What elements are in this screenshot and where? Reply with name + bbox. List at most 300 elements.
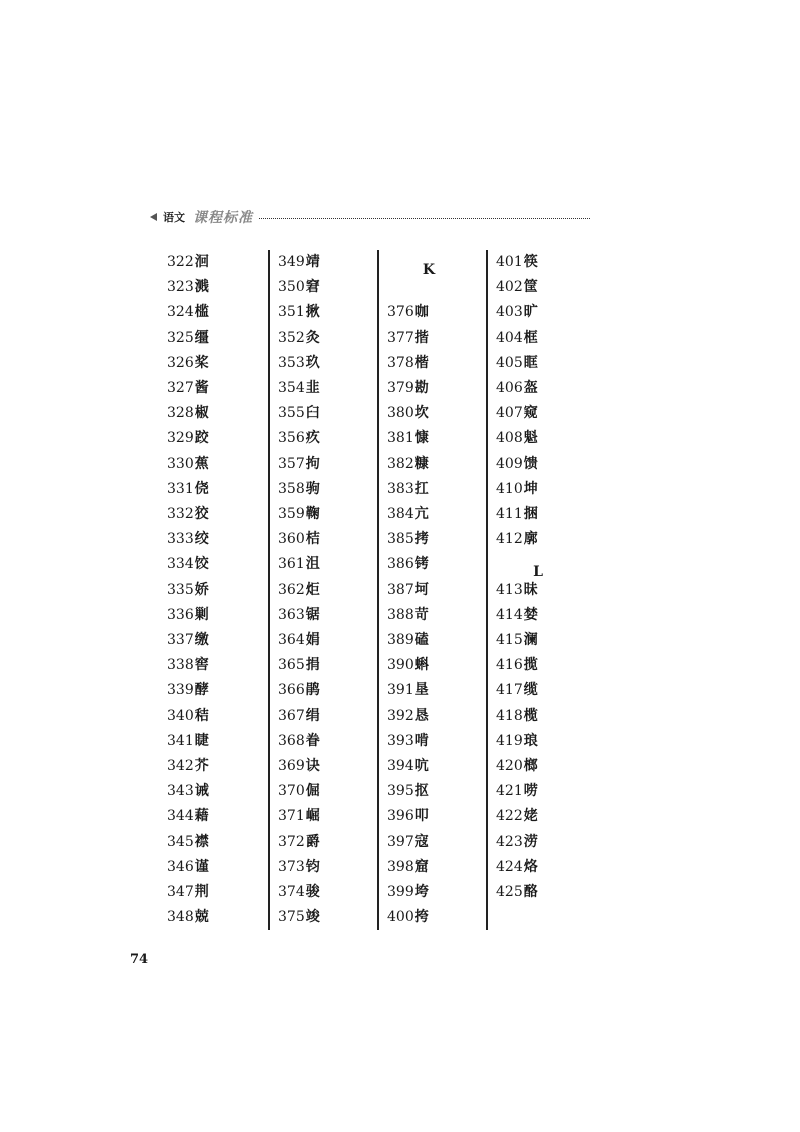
entry-character: 侥 <box>194 480 209 497</box>
entry-number: 402 <box>496 279 523 296</box>
entry-number: 404 <box>496 329 523 346</box>
character-entry <box>278 426 320 451</box>
character-entry <box>496 603 538 628</box>
entry-character: 寇 <box>414 833 429 850</box>
entry-number: 357 <box>278 455 305 472</box>
entry-character: 窖 <box>194 657 209 674</box>
entry-number: 328 <box>167 405 194 422</box>
entry-character: 娇 <box>194 581 209 598</box>
entry-number: 359 <box>278 506 305 522</box>
character-entry <box>496 754 538 779</box>
entry-character: 筷 <box>523 254 538 270</box>
character-entry <box>278 678 320 703</box>
character-entry <box>496 628 538 653</box>
entry-number: 424 <box>496 858 523 875</box>
entry-number: 335 <box>167 581 194 598</box>
entry-character: 缰 <box>194 329 209 346</box>
character-entry <box>496 426 538 451</box>
character-entry <box>167 754 209 779</box>
character-entry <box>387 401 429 426</box>
character-entry <box>278 578 320 603</box>
page-number: 74 <box>130 952 149 967</box>
character-entry <box>496 804 538 829</box>
entry-number: 376 <box>387 304 414 321</box>
character-entry <box>496 704 538 729</box>
entry-character: 秸 <box>194 707 209 724</box>
entry-character: 糠 <box>414 455 429 472</box>
entry-number: 352 <box>278 329 305 346</box>
character-entry <box>167 477 209 502</box>
character-entry <box>167 376 209 401</box>
entry-character: 眷 <box>305 732 320 749</box>
entry-character: 眶 <box>523 354 538 371</box>
entry-number: 389 <box>387 632 414 648</box>
entry-number: 332 <box>167 506 194 522</box>
entry-number: 405 <box>496 354 523 371</box>
character-entry <box>278 779 320 804</box>
entry-character: 唠 <box>523 783 538 800</box>
entry-number: 375 <box>278 909 305 926</box>
entry-character: 坷 <box>414 581 429 598</box>
entry-character: 扛 <box>414 480 429 497</box>
character-entry <box>387 300 429 325</box>
entry-number: 324 <box>167 304 194 321</box>
running-header <box>150 207 590 227</box>
entry-character: 锯 <box>305 606 320 623</box>
entry-character: 澜 <box>523 632 538 648</box>
entry-number: 380 <box>387 405 414 422</box>
entry-number: 338 <box>167 657 194 674</box>
entry-number: 344 <box>167 808 194 825</box>
entry-character: 爵 <box>305 833 320 850</box>
character-entry <box>278 704 320 729</box>
entry-number: 334 <box>167 556 194 573</box>
entry-character: 廓 <box>523 531 538 548</box>
character-entry <box>387 452 429 477</box>
entry-number: 364 <box>278 632 305 648</box>
entry-character: 盔 <box>523 380 538 396</box>
entry-number: 387 <box>387 581 414 598</box>
entry-number: 346 <box>167 858 194 875</box>
entry-character: 藉 <box>194 808 209 825</box>
entry-number: 416 <box>496 657 523 674</box>
entry-character: 拷 <box>414 531 429 548</box>
character-entry <box>278 603 320 628</box>
character-entry <box>278 804 320 829</box>
character-entry <box>278 653 320 678</box>
entry-character: 韭 <box>305 380 320 396</box>
entry-character: 勘 <box>414 380 429 396</box>
character-entry <box>278 477 320 502</box>
entry-character: 昧 <box>523 581 538 598</box>
entry-number: 420 <box>496 758 523 774</box>
character-column-3 <box>377 250 479 930</box>
entry-character: 咖 <box>414 304 429 321</box>
entry-number: 393 <box>387 732 414 749</box>
entry-character: 绞 <box>194 531 209 548</box>
entry-number: 407 <box>496 405 523 422</box>
character-entry <box>278 552 320 577</box>
entry-number: 343 <box>167 783 194 800</box>
character-entry <box>278 855 320 880</box>
entry-number: 358 <box>278 480 305 497</box>
character-entry <box>167 578 209 603</box>
entry-number: 418 <box>496 707 523 724</box>
character-entry <box>496 477 538 502</box>
entry-number: 331 <box>167 480 194 497</box>
entry-character: 坎 <box>414 405 429 422</box>
entry-character: 拘 <box>305 455 320 472</box>
character-entry <box>167 880 209 905</box>
character-entry <box>496 351 538 376</box>
character-entry <box>278 351 320 376</box>
entry-number: 408 <box>496 430 523 447</box>
entry-number: 340 <box>167 707 194 724</box>
entry-character: 酵 <box>194 682 209 699</box>
entry-number: 394 <box>387 758 414 774</box>
entry-character: 荆 <box>194 884 209 900</box>
entry-number: 423 <box>496 833 523 850</box>
character-entry <box>387 376 429 401</box>
character-entry <box>167 678 209 703</box>
character-entry <box>167 855 209 880</box>
entry-character: 酪 <box>523 884 538 900</box>
character-entry <box>167 426 209 451</box>
entry-character: 玖 <box>305 354 320 371</box>
entry-character: 捐 <box>305 657 320 674</box>
entry-character: 抠 <box>414 783 429 800</box>
character-entry <box>387 804 429 829</box>
character-entry <box>387 426 429 451</box>
entry-number: 381 <box>387 430 414 447</box>
entry-number: 349 <box>278 254 305 270</box>
character-entry <box>496 578 538 603</box>
entry-number: 374 <box>278 884 305 900</box>
entry-number: 385 <box>387 531 414 548</box>
entry-character: 旷 <box>523 304 538 321</box>
character-entry <box>387 603 429 628</box>
character-entry <box>387 704 429 729</box>
entry-number: 370 <box>278 783 305 800</box>
character-entry <box>278 326 320 351</box>
entry-character: 桔 <box>305 531 320 548</box>
entry-character: 钧 <box>305 858 320 875</box>
entry-character: 涝 <box>523 833 538 850</box>
entry-character: 捆 <box>523 506 538 522</box>
entry-character: 诀 <box>305 758 320 774</box>
entry-character: 榔 <box>523 758 538 774</box>
entry-character: 剿 <box>194 606 209 623</box>
character-entry <box>387 628 429 653</box>
entry-character: 啃 <box>414 732 429 749</box>
entry-character: 饺 <box>194 556 209 573</box>
character-entry <box>496 880 538 905</box>
character-entry <box>278 527 320 552</box>
entry-number: 411 <box>496 506 523 522</box>
entry-character: 恳 <box>414 707 429 724</box>
entry-number: 326 <box>167 354 194 371</box>
character-entry <box>387 905 429 930</box>
entry-character: 馈 <box>523 455 538 472</box>
character-entry <box>167 527 209 552</box>
character-entry <box>278 628 320 653</box>
entry-character: 炬 <box>305 581 320 598</box>
entry-character: 鹃 <box>305 682 320 699</box>
entry-number: 333 <box>167 531 194 548</box>
entry-character: 铐 <box>414 556 429 573</box>
character-entry <box>278 376 320 401</box>
header-series: 课程标准 <box>193 210 253 226</box>
entry-number: 367 <box>278 707 305 724</box>
character-entry <box>278 300 320 325</box>
entry-character: 琅 <box>523 732 538 749</box>
entry-number: 325 <box>167 329 194 346</box>
entry-character: 灸 <box>305 329 320 346</box>
entry-character: 垮 <box>414 884 429 900</box>
entry-number: 399 <box>387 884 414 900</box>
entry-character: 骏 <box>305 884 320 900</box>
entry-number: 425 <box>496 884 523 900</box>
entry-number: 421 <box>496 783 523 800</box>
entry-character: 驹 <box>305 480 320 497</box>
entry-number: 353 <box>278 354 305 371</box>
entry-character: 跤 <box>194 430 209 447</box>
entry-number: 336 <box>167 606 194 623</box>
entry-character: 楷 <box>414 354 429 371</box>
entry-character: 溅 <box>194 279 209 296</box>
character-column-1 <box>167 250 267 930</box>
character-entry <box>278 275 320 300</box>
entry-number: 363 <box>278 606 305 623</box>
character-entry <box>167 275 209 300</box>
entry-number: 337 <box>167 632 194 648</box>
entry-character: 倔 <box>305 783 320 800</box>
entry-character: 吭 <box>414 758 429 774</box>
entry-character: 椒 <box>194 405 209 422</box>
character-entry <box>278 502 320 527</box>
character-entry <box>387 527 429 552</box>
entry-number: 406 <box>496 380 523 396</box>
entry-number: 390 <box>387 657 414 674</box>
character-entry <box>496 452 538 477</box>
entry-number: 373 <box>278 858 305 875</box>
character-entry <box>387 552 429 577</box>
entry-character: 蝌 <box>414 657 429 674</box>
entry-number: 366 <box>278 682 305 699</box>
entry-character: 疚 <box>305 430 320 447</box>
character-column-4 <box>486 250 588 930</box>
character-entry <box>278 905 320 930</box>
character-entry <box>387 754 429 779</box>
character-entry <box>387 326 429 351</box>
character-entry <box>167 729 209 754</box>
entry-number: 400 <box>387 909 414 926</box>
entry-character: 揽 <box>523 657 538 674</box>
character-entry <box>278 452 320 477</box>
entry-number: 329 <box>167 430 194 447</box>
character-entry <box>496 300 538 325</box>
character-entry <box>167 603 209 628</box>
entry-character: 竣 <box>305 909 320 926</box>
entry-number: 414 <box>496 606 523 623</box>
entry-number: 422 <box>496 808 523 825</box>
entry-number: 339 <box>167 682 194 699</box>
entry-character: 婪 <box>523 606 538 623</box>
entry-character: 揪 <box>305 304 320 321</box>
entry-number: 378 <box>387 354 414 371</box>
entry-number: 342 <box>167 758 194 774</box>
character-entry <box>496 779 538 804</box>
entry-number: 347 <box>167 884 194 900</box>
character-entry <box>167 401 209 426</box>
character-entry <box>496 250 538 275</box>
entry-character: 沮 <box>305 556 320 573</box>
character-entry <box>496 326 538 351</box>
entry-character: 窥 <box>523 405 538 422</box>
entry-number: 401 <box>496 254 523 270</box>
entry-number: 384 <box>387 506 414 522</box>
entry-number: 371 <box>278 808 305 825</box>
entry-number: 365 <box>278 657 305 674</box>
character-entry <box>167 326 209 351</box>
entry-character: 洄 <box>194 254 209 270</box>
entry-number: 355 <box>278 405 305 422</box>
entry-number: 415 <box>496 632 523 648</box>
entry-number: 419 <box>496 732 523 749</box>
entry-character: 姥 <box>523 808 538 825</box>
entry-number: 386 <box>387 556 414 573</box>
entry-number: 327 <box>167 380 194 396</box>
character-entry <box>496 653 538 678</box>
character-entry <box>496 527 538 552</box>
entry-character: 烙 <box>523 858 538 875</box>
entry-character: 亢 <box>414 506 429 522</box>
entry-character: 筐 <box>523 279 538 296</box>
character-entry <box>387 729 429 754</box>
character-entry <box>167 300 209 325</box>
entry-number: 369 <box>278 758 305 774</box>
character-entry <box>496 275 538 300</box>
header-subject: 语文 <box>163 211 185 224</box>
entry-number: 341 <box>167 732 194 749</box>
header-dotted-rule <box>259 218 590 219</box>
entry-number: 388 <box>387 606 414 623</box>
entry-number: 396 <box>387 808 414 825</box>
character-entry <box>167 552 209 577</box>
entry-character: 谨 <box>194 858 209 875</box>
entry-character: 睫 <box>194 732 209 749</box>
entry-character: 崛 <box>305 808 320 825</box>
entry-character: 靖 <box>305 254 320 270</box>
entry-number: 362 <box>278 581 305 598</box>
entry-character: 坤 <box>523 480 538 497</box>
entry-character: 榄 <box>523 707 538 724</box>
entry-number: 323 <box>167 279 194 296</box>
character-entry <box>387 880 429 905</box>
character-entry <box>167 905 209 930</box>
entry-number: 379 <box>387 380 414 396</box>
character-entry <box>387 502 429 527</box>
entry-character: 臼 <box>305 405 320 422</box>
entry-character: 诫 <box>194 783 209 800</box>
entry-number: 356 <box>278 430 305 447</box>
character-entry <box>278 729 320 754</box>
entry-number: 345 <box>167 833 194 850</box>
entry-character: 芥 <box>194 758 209 774</box>
entry-character: 窘 <box>305 279 320 296</box>
character-entry <box>167 704 209 729</box>
entry-character: 鞠 <box>305 506 320 522</box>
character-entry <box>167 502 209 527</box>
entry-character: 窟 <box>414 858 429 875</box>
entry-number: 410 <box>496 480 523 497</box>
entry-number: 377 <box>387 329 414 346</box>
entry-number: 395 <box>387 783 414 800</box>
entry-number: 392 <box>387 707 414 724</box>
character-entry <box>496 678 538 703</box>
character-entry <box>387 653 429 678</box>
character-entry <box>167 628 209 653</box>
entry-character: 蕉 <box>194 455 209 472</box>
entry-character: 缴 <box>194 632 209 648</box>
entry-number: 351 <box>278 304 305 321</box>
entry-character: 绢 <box>305 707 320 724</box>
character-entry <box>278 754 320 779</box>
character-entry <box>387 855 429 880</box>
character-entry <box>496 401 538 426</box>
character-entry <box>167 653 209 678</box>
entry-number: 412 <box>496 531 523 548</box>
entry-number: 360 <box>278 531 305 548</box>
entry-number: 382 <box>387 455 414 472</box>
character-entry <box>387 477 429 502</box>
entry-number: 354 <box>278 380 305 396</box>
character-entry <box>387 351 429 376</box>
character-entry <box>278 830 320 855</box>
entry-number: 330 <box>167 455 194 472</box>
triangle-left-icon <box>150 213 157 221</box>
character-entry <box>167 804 209 829</box>
section-letter-l: L <box>533 564 543 581</box>
entry-character: 兢 <box>194 909 209 926</box>
character-entry <box>278 880 320 905</box>
entry-character: 框 <box>523 329 538 346</box>
character-entry <box>278 401 320 426</box>
entry-character: 缆 <box>523 682 538 699</box>
entry-character: 垦 <box>414 682 429 699</box>
character-entry <box>496 502 538 527</box>
entry-character: 苛 <box>414 606 429 623</box>
entry-number: 368 <box>278 732 305 749</box>
character-entry <box>387 578 429 603</box>
entry-character: 狡 <box>194 506 209 522</box>
entry-character: 魁 <box>523 430 538 447</box>
entry-number: 397 <box>387 833 414 850</box>
entry-number: 361 <box>278 556 305 573</box>
entry-character: 慷 <box>414 430 429 447</box>
entry-number: 348 <box>167 909 194 926</box>
character-column-2 <box>268 250 370 930</box>
section-letter-k: K <box>422 262 436 279</box>
entry-number: 383 <box>387 480 414 497</box>
entry-character: 桨 <box>194 354 209 371</box>
character-entry <box>167 351 209 376</box>
entry-character: 叩 <box>414 808 429 825</box>
entry-number: 391 <box>387 682 414 699</box>
character-entry <box>167 779 209 804</box>
character-entry <box>387 678 429 703</box>
character-entry <box>496 855 538 880</box>
